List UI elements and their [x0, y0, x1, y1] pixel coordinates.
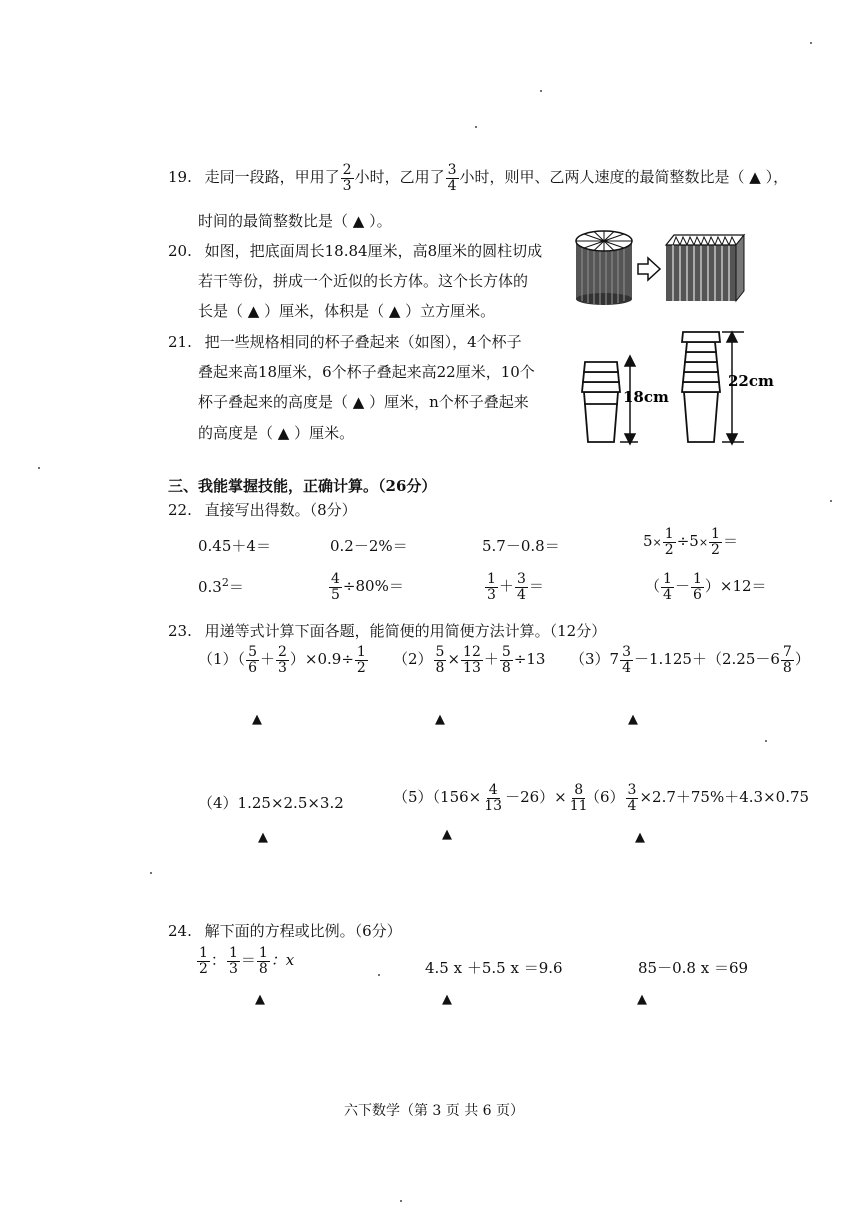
answer-mark: ▲ [635, 830, 645, 845]
scan-speck [378, 974, 380, 976]
scan-speck [38, 467, 40, 469]
question-number: 19. [168, 168, 192, 187]
page-footer: 六下数学（第 3 页 共 6 页） [343, 1103, 525, 1119]
linear-equation-2: 85－0.8 x ＝69 [638, 959, 749, 977]
cuboid-shape [666, 235, 744, 301]
scan-speck [765, 740, 767, 742]
mental-math-7: $\frac{1}{3}$ ＋ $\frac{3}{4}$ ＝ [487, 571, 544, 603]
calc-problem-1: （1）（ $\frac{5}{6}$ ＋ $\frac{2}{3}$ ）×0.9÷ $\frac{1}{2}$ [198, 644, 366, 676]
calc-problem-3: （3）7 $\frac{3}{4}$ －1.125＋（2.25－6 $\frac{7}{8}$ ） [570, 644, 810, 676]
question-23-title [168, 620, 606, 641]
calc-problem-5: （5）（156× $\frac{4}{13}$ －26）× $\frac{8}{11}$ [393, 782, 588, 814]
answer-mark: ▲ [255, 992, 265, 1007]
question-text: 解下面的方程或比例。（6分） [204, 922, 402, 940]
question-22-title [168, 499, 357, 520]
answer-mark: ▲ [435, 712, 445, 727]
mental-math-3: 5.7－0.8＝ [482, 537, 560, 555]
question-21-line-4: 的高度是（ ▲ ）厘米。 [198, 424, 355, 442]
mental-math-8: （ $\frac{1}{4}$ － $\frac{1}{6}$ ）×12＝ [645, 571, 767, 603]
answer-mark: ▲ [252, 712, 262, 727]
question-text: 小时，乙用了 [354, 168, 445, 187]
height-label-18cm: 18cm [623, 388, 669, 406]
question-19-line-2: 时间的最简整数比是（ ▲ ）。 [198, 212, 392, 230]
calc-problem-6: （6） $\frac{3}{4}$ ×2.7＋75%＋4.3×0.75 [585, 782, 810, 814]
question-text: 直接写出得数。（8分） [204, 501, 357, 519]
question-text: 如图，把底面周长18.84厘米，高8厘米的圆柱切成 [204, 242, 543, 260]
question-number: 22. [168, 501, 192, 519]
calc-problem-2: （2） $\frac{5}{8}$ × $\frac{12}{13}$ ＋ $\frac{5}{8}$ ÷13 [393, 644, 546, 676]
stacked-cups-figure [578, 330, 778, 448]
answer-mark: ▲ [628, 712, 638, 727]
question-number: 23. [168, 622, 192, 640]
question-number: 24. [168, 922, 192, 940]
mental-math-6: $\frac{4}{5}$ ÷80%＝ [331, 571, 404, 603]
answer-mark: ▲ [258, 830, 268, 845]
question-20-line-2: 若干等份，拼成一个近似的长方体。这个长方体的 [198, 272, 529, 290]
section-3-title: 三、我能掌握技能，正确计算。（26分） [168, 477, 437, 495]
fraction: $\frac{2}{3}$ [342, 162, 352, 194]
four-cup-stack [582, 362, 620, 442]
answer-mark: ▲ [442, 992, 452, 1007]
question-text: 把一些规格相同的杯子叠起来（如图），4个杯子 [204, 333, 522, 351]
height-label-22cm: 22cm [728, 372, 774, 390]
answer-mark: ▲ [442, 827, 452, 842]
cylinder-shape [576, 231, 632, 305]
mental-math-5: $0.3^2=$ [198, 576, 244, 596]
calc-problem-4: （4）1.25×2.5×3.2 [198, 794, 344, 812]
arrow-right-icon [638, 258, 660, 280]
question-text: 用递等式计算下面各题，能简便的用简便方法计算。（12分） [204, 622, 607, 640]
linear-equation-1: 4.5 x ＋5.5 x ＝9.6 [425, 959, 563, 977]
question-21-line-2: 叠起来高18厘米，6个杯子叠起来高22厘米，10个 [198, 363, 535, 381]
question-text: 走同一段路，甲用了 [204, 168, 340, 187]
question-21-line-3: 杯子叠起来的高度是（ ▲ ）厘米，n个杯子叠起来 [198, 393, 529, 411]
scan-speck [830, 500, 832, 502]
question-number: 21. [168, 333, 192, 351]
six-cup-stack [682, 332, 720, 442]
scan-speck [540, 90, 542, 92]
scan-speck [810, 42, 812, 44]
question-20-line-3: 长是（ ▲ ）厘米，体积是（ ▲ ）立方厘米。 [198, 302, 496, 320]
mental-math-2: 0.2－2%＝ [330, 537, 408, 555]
question-text: 小时，则甲、乙两人速度的最简整数比是（ ▲ ）， [459, 168, 789, 187]
cylinder-to-cuboid-figure [572, 225, 747, 307]
scan-speck [475, 126, 477, 128]
scan-speck [150, 872, 152, 874]
mental-math-1: 0.45＋4＝ [198, 537, 271, 555]
answer-mark: ▲ [637, 992, 647, 1007]
question-21-line-1 [168, 331, 522, 352]
proportion-equation: $\frac{1}{2}$ ： $\frac{1}{3}$ ＝ $\frac{1}{8}$ ：x [199, 945, 295, 977]
question-19-line-1 [168, 163, 788, 193]
scan-speck [400, 1200, 402, 1202]
mental-math-4: 5× $\frac{1}{2}$ ÷5× $\frac{1}{2}$ ＝ [643, 526, 738, 558]
fraction: $\frac{3}{4}$ [447, 162, 457, 194]
question-number: 20. [168, 242, 192, 260]
question-24-title [168, 920, 402, 941]
question-20-line-1 [168, 240, 542, 261]
